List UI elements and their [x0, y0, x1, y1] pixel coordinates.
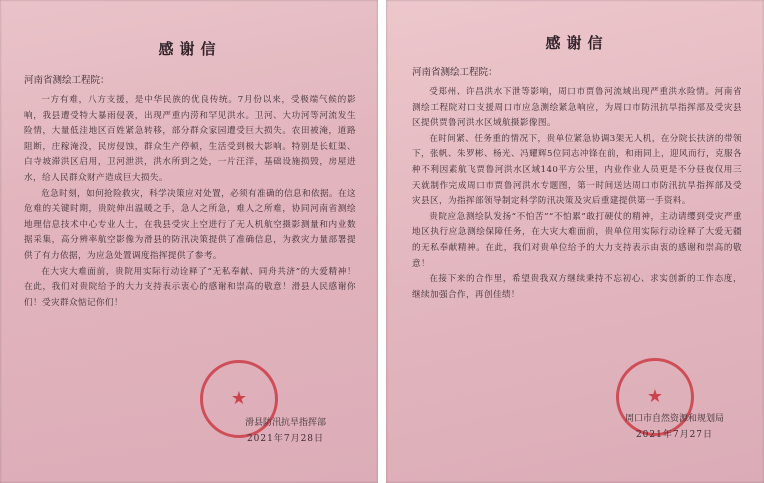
signature-org: 滑县防汛抗旱指挥部: [244, 418, 326, 428]
signature-org: 周口市自然资源和规划局: [624, 414, 724, 424]
letter-title: 感谢信: [545, 34, 609, 52]
letter-salutation: 河南省测绘工程院：: [24, 75, 110, 86]
page-divider: [378, 0, 386, 483]
signature-date: 2021年7月28日: [246, 434, 325, 444]
letter-paragraph: 在接下来的合作里，希望贵我双方继续秉持不忘初心、求实创新的工作态度，继续加强合作，再创佳绩！: [412, 274, 742, 300]
letter-paragraph: 在时间紧、任务重的情况下，贵单位紧急协调3架无人机，在分院长扶济的带领下，张帆、朱罗彬、杨光、冯耀辉5位同志冲锋在前，和雨同上，迎风而行，克服各种不利因素航飞贾鲁河洪水区域140平方公里，内业作业人员更是不分昼夜仅用三天就制作完成周口市贾鲁河洪水专题图，第一时间送达周口市防汛抗旱指挥部及受灾县区，为指挥部领导制定科学防汛决策及灾后重建提供第一手资料。: [412, 133, 742, 207]
letter-signature: [625, 411, 724, 443]
thank-you-letter-right: [386, 0, 764, 483]
signature-date: 2021年7月27日: [635, 430, 714, 440]
thank-you-letter-left: [0, 0, 378, 483]
letter-paragraph: 在大灾大难面前，贵院用实际行动诠释了“无私奉献、同舟共济”的大爱精神！在此，我们对贵院给予的大力支持表示衷心的感谢和崇高的敬意！滑县人民感谢你们！受灾群众惦记你们！: [24, 266, 356, 308]
letter-paragraph: 受郑州、许昌洪水下泄等影响，周口市贾鲁河流域出现严重洪水险情。河南省测绘工程院对口支援周口市应急测绘紧急响应，为周口市防汛抗旱指挥部及受灾县区提供贾鲁河洪水区域航摄影像图。: [412, 87, 742, 129]
letter-title: 感谢信: [158, 40, 222, 58]
letter-paragraph: 一方有难，八方支援，是中华民族的优良传统。7月份以来，受极端气候的影响，我县遭受特大暴雨侵袭，出现严重内涝和罕见洪水。卫河、大功河等河流发生险情，大量低洼地区百姓紧急转移，部分群众家园遭受巨大损失。农田被淹，道路阻断，庄稼淹没，民房侵蚀，群众生产停顿，生活受到极大影响。特别是长虹渠、白寺坡滞洪区启用，卫河泄洪，洪水所到之处，一片汪洋，基础设施损毁，房屋进水，给人民群众财产造成巨大损失。: [24, 95, 356, 183]
seal-star-icon: ★: [230, 388, 248, 409]
letter-paragraph: 贵院应急测绘队发扬“不怕苦”“不怕累”敢打硬仗的精神，主动请缨到受灾严重地区执行应急测绘保障任务，在大灾大难面前，贵单位用实际行动诠释了大爱无疆的无私奉献精神。在此，我们对贵单位给予的大力支持表示由衷的感谢和崇高的敬意！: [412, 211, 742, 269]
letter-paragraph: 危急时刻，如何抢险救灾，科学决策应对处置，必须有准确的信息和依据。在这危难的关键时期，贵院伸出温暖之手，急人之所急，难人之所难，协同河南省测绘地理信息技术中心专业人士，在我县受灾上空进行了无人机航空摄影测量和内业数据采集，高分辨率航空影像为滑县的防汛决策提供了准确信息，为救灾力量部署提供了有力依据，为应急处置调度指挥提供了参考。: [24, 188, 356, 261]
letter-salutation: 河南省测绘工程院：: [412, 67, 498, 78]
seal-star-icon: ★: [646, 386, 664, 407]
letter-signature: [245, 415, 326, 447]
